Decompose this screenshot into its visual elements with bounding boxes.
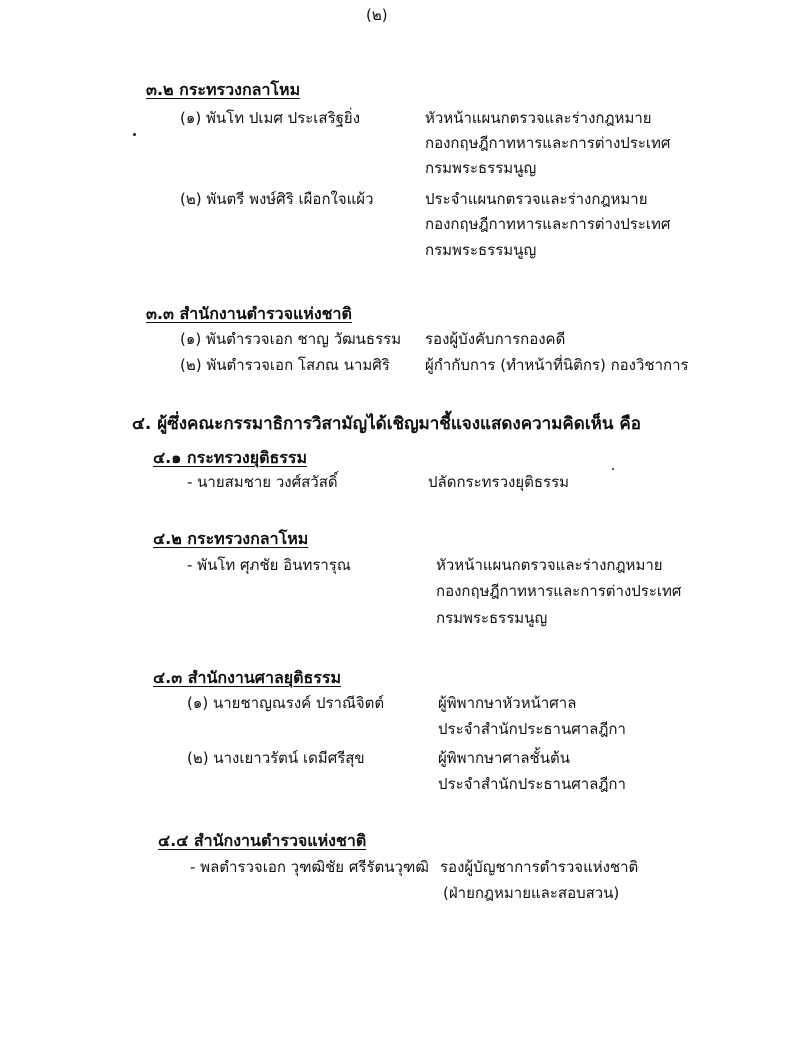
s44-p1-pos-1: รองผู้บัญชาการตำรวจแห่งชาติ (440, 858, 639, 876)
s43-p1-pos-1: ผู้พิพากษาหัวหน้าศาล (438, 694, 577, 712)
s43-p2-pos-2: ประจำสำนักประธานศาลฎีกา (438, 775, 626, 793)
s32-p1-pos-2: กองกฤษฎีกาทหารและการต่างประเทศ (425, 134, 671, 152)
s44-p1-name: - พลตำรวจเอก วุฑฒิชัย ศรีรัตนวุฑฒิ (190, 858, 429, 876)
s32-p1-pos-1: หัวหน้าแผนกตรวจและร่างกฎหมาย (425, 109, 652, 127)
section-3-3-title: ๓.๓ สำนักงานตำรวจแห่งชาติ (146, 304, 352, 323)
s32-p2-pos-1: ประจำแผนกตรวจและร่างกฎหมาย (425, 190, 648, 208)
s33-p2-pos: ผู้กำกับการ (ทำหน้าที่นิติกร) กองวิชาการ (425, 356, 689, 374)
section-4-1-title: ๔.๑ กระทรวงยุติธรรม (153, 448, 307, 467)
scan-speck (133, 133, 136, 136)
s42-p1-name: - พันโท ศุภชัย อินทรารุณ (187, 556, 351, 574)
section-4-3-title: ๔.๓ สำนักงานศาลยุติธรรม (153, 668, 342, 687)
s43-p2-name: (๒) นางเยาวรัตน์ เดมีศรีสุข (187, 749, 365, 767)
s32-p2-pos-2: กองกฤษฎีกาทหารและการต่างประเทศ (425, 215, 671, 233)
s44-p1-pos-2: (ฝ่ายกฎหมายและสอบสวน) (443, 884, 620, 902)
scan-speck (612, 468, 614, 470)
s33-p1-pos: รองผู้บังคับการกองคดี (425, 330, 566, 348)
s32-p2-name: (๒) พันตรี พงษ์ศิริ เผือกใจแผ้ว (180, 190, 374, 208)
section-4-2-title: ๔.๒ กระทรวงกลาโหม (153, 529, 309, 548)
s41-p1-pos: ปลัดกระทรวงยุติธรรม (428, 473, 570, 491)
s32-p1-pos-3: กรมพระธรรมนูญ (425, 159, 537, 177)
s41-p1-name: - นายสมชาย วงศ์สวัสดิ์ (187, 473, 338, 491)
section-4-title: ๔. ผู้ซึ่งคณะกรรมาธิการวิสามัญได้เชิญมาชี้แจงแสดงความคิดเห็น คือ (132, 414, 641, 434)
section-4-4-title: ๔.๔ สำนักงานตำรวจแห่งชาติ (158, 831, 367, 850)
s42-p1-pos-3: กรมพระธรรมนูญ (436, 609, 548, 627)
s43-p1-pos-2: ประจำสำนักประธานศาลฎีกา (438, 720, 626, 738)
s42-p1-pos-1: หัวหน้าแผนกตรวจและร่างกฎหมาย (436, 556, 663, 574)
s33-p2-name: (๒) พันตำรวจเอก โสภณ นามศิริ (180, 356, 390, 374)
s32-p2-pos-3: กรมพระธรรมนูญ (425, 241, 537, 259)
s43-p1-name: (๑) นายชาญณรงค์ ปราณีจิตต์ (187, 694, 385, 712)
s33-p1-name: (๑) พันตำรวจเอก ชาญ วัฒนธรรม (180, 330, 402, 348)
s32-p1-name: (๑) พันโท ปเมศ ประเสริฐยิ่ง (180, 109, 361, 127)
s42-p1-pos-2: กองกฤษฎีกาทหารและการต่างประเทศ (436, 582, 682, 600)
section-3-2-title: ๓.๒ กระทรวงกลาโหม (146, 80, 301, 99)
s43-p2-pos-1: ผู้พิพากษาศาลชั้นต้น (438, 749, 570, 767)
page-number: (๒) (366, 6, 388, 24)
